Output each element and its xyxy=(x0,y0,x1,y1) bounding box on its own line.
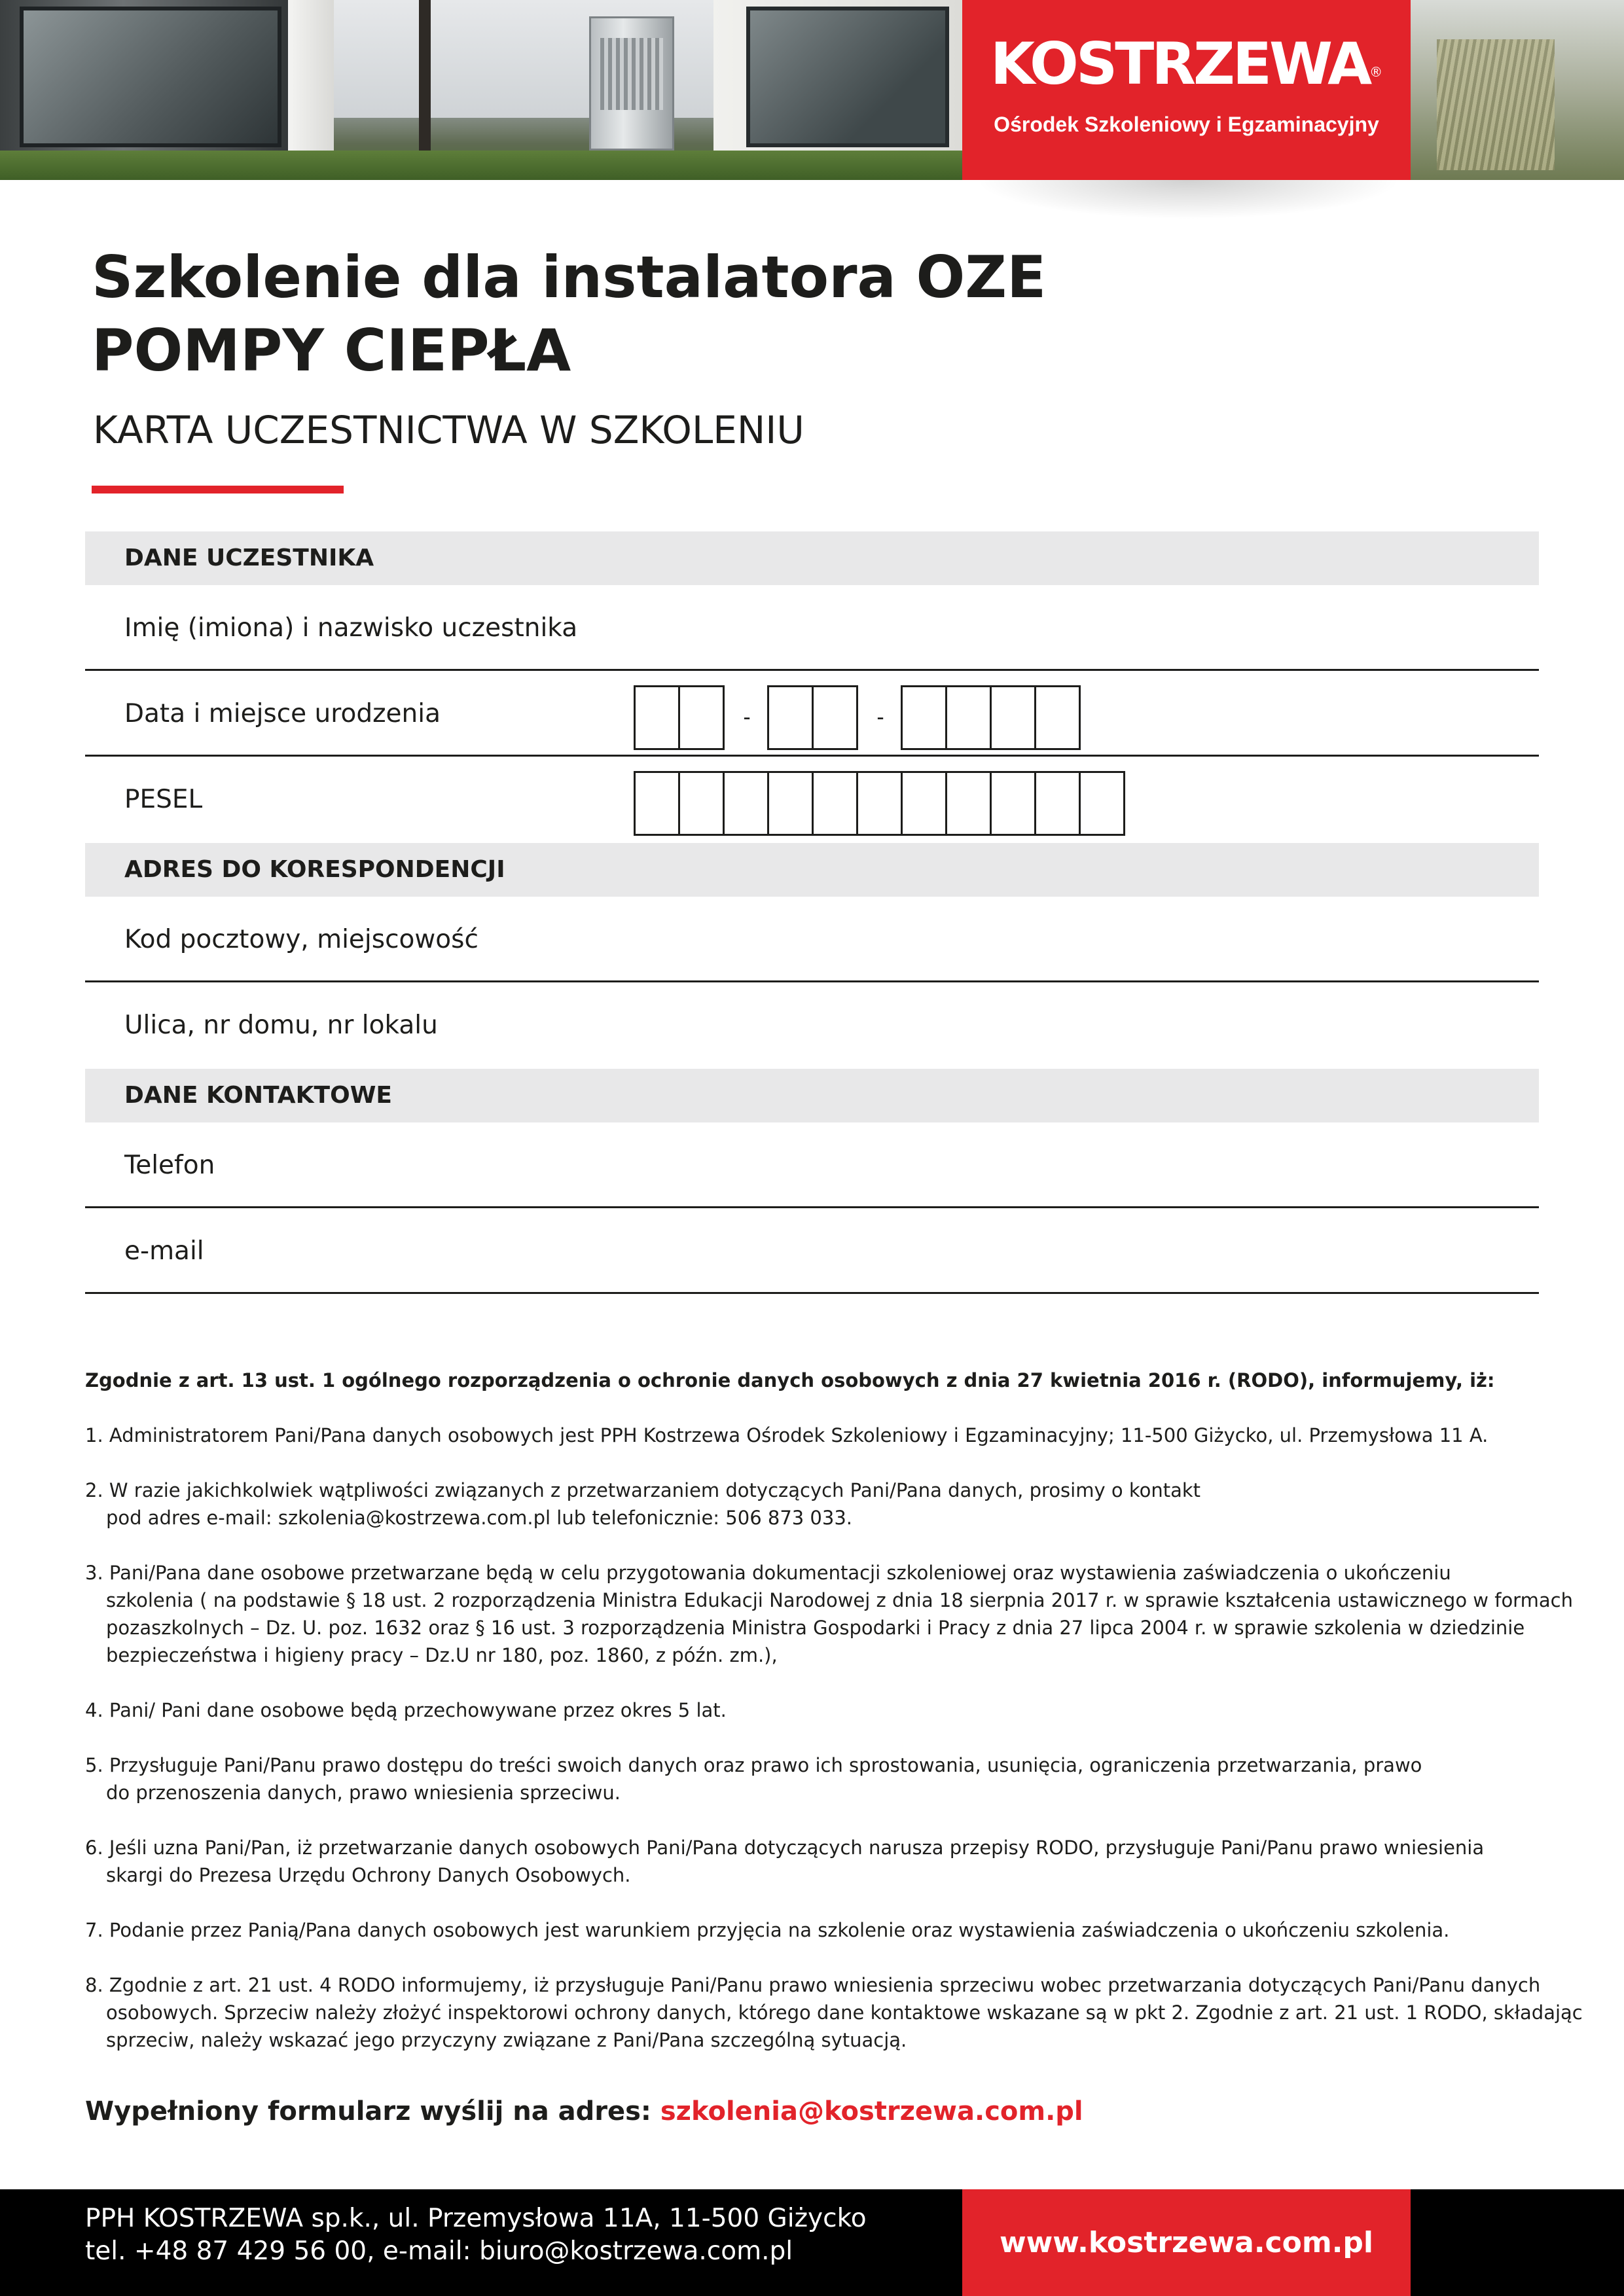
street-label: Ulica, nr domu, nr lokalu xyxy=(124,1011,438,1040)
postal-field[interactable] xyxy=(85,897,1539,982)
pesel-digit-box[interactable] xyxy=(634,771,680,836)
pesel-label: PESEL xyxy=(124,785,203,814)
section-contact: DANE KONTAKTOWE xyxy=(85,1069,1539,1122)
rodo-item-2: 2. W razie jakichkolwiek wątpliwości związanych z przetwarzaniem dotyczących Pani/Pana danych, prosimy o kontakt pod adres e-mail: szkolenia@kostrzewa.com.pl lub telefonicznie: 506 873 033. xyxy=(85,1479,1201,1529)
postal-label: Kod pocztowy, miejscowość xyxy=(124,925,478,954)
name-label: Imię (imiona) i nazwisko uczestnika xyxy=(124,613,578,643)
date-separator: - xyxy=(876,705,884,730)
section-participant: DANE UCZESTNIKA xyxy=(85,531,1539,585)
email-field[interactable] xyxy=(85,1208,1539,1294)
phone-field[interactable] xyxy=(85,1122,1539,1208)
year-digit-box[interactable] xyxy=(945,685,992,750)
pesel-boxes[interactable] xyxy=(634,771,1125,836)
day-digit-box[interactable] xyxy=(678,685,725,750)
heat-pump-unit-illustration xyxy=(589,16,674,151)
brand-logo-block xyxy=(962,0,1411,180)
brand-logo: KOSTRZEWA® xyxy=(990,30,1383,98)
month-digit-box[interactable] xyxy=(812,685,858,750)
footer xyxy=(0,2189,1624,2296)
phone-label: Telefon xyxy=(124,1151,215,1180)
footer-address-line-2: tel. +48 87 429 56 00, e-mail: biuro@kostrzewa.com.pl xyxy=(85,2236,793,2266)
footer-address-line-1: PPH KOSTRZEWA sp.k., ul. Przemysłowa 11A, 11-500 Giżycko xyxy=(85,2204,867,2233)
rodo-clause xyxy=(85,1367,1583,2081)
rodo-item-7: 7. Podanie przez Panią/Pana danych osobowych jest warunkiem przyjęcia na szkolenie oraz wystawienia zaświadczenia o ukończeniu szkolenia. xyxy=(85,1919,1450,1941)
year-digit-box[interactable] xyxy=(990,685,1036,750)
date-separator: - xyxy=(743,705,751,730)
rodo-item-8: 8. Zgodnie z art. 21 ust. 4 RODO informujemy, iż przysługuje Pani/Panu prawo wniesienia sprzeciwu wobec przetwarzania dotyczących Pani/Panu danych osobowych. Sprzeciw należy złożyć inspektorowi ochrony danych, którego dane kontaktowe wskazane są w pkt 2. Zgodnie z art. 21 ust. 1 RODO, składając sprzeciw, należy wskazać jego przyczyny związane z Pani/Pana szczególną sytuacją. xyxy=(85,1974,1583,2051)
send-label: Wypełniony formularz wyślij na adres: xyxy=(85,2096,660,2126)
pesel-digit-box[interactable] xyxy=(990,771,1036,836)
rodo-item-5: 5. Przysługuje Pani/Panu prawo dostępu do treści swoich danych oraz prawo ich sprostowania, usunięcia, ograniczenia przetwarzania, prawo do przenoszenia danych, prawo wniesienia sprzeciwu. xyxy=(85,1754,1422,1804)
pesel-digit-box[interactable] xyxy=(767,771,814,836)
footer-website-block xyxy=(962,2189,1411,2296)
pesel-digit-box[interactable] xyxy=(856,771,903,836)
day-digit-box[interactable] xyxy=(634,685,680,750)
birth-field[interactable] xyxy=(85,671,1539,757)
send-instruction xyxy=(85,2093,1083,2130)
rodo-item-1: 1. Administratorem Pani/Pana danych osobowych jest PPH Kostrzewa Ośrodek Szkoleniowy i Egzaminacyjny; 11-500 Giżycko, ul. Przemysłowa 11 A. xyxy=(85,1424,1489,1446)
pesel-digit-box[interactable] xyxy=(1034,771,1081,836)
page-subtitle: KARTA UCZESTNICTWA W SZKOLENIU xyxy=(93,408,804,452)
birth-date-boxes[interactable] xyxy=(634,685,1081,750)
send-email-link[interactable]: szkolenia@kostrzewa.com.pl xyxy=(660,2096,1083,2126)
name-field[interactable] xyxy=(85,585,1539,671)
pesel-digit-box[interactable] xyxy=(723,771,769,836)
footer-address xyxy=(85,2202,867,2268)
rodo-item-6: 6. Jeśli uzna Pani/Pan, iż przetwarzanie danych osobowych Pani/Pana dotyczących narusza przepisy RODO, przysługuje Pani/Panu prawo wniesienia skargi do Prezesa Urzędu Ochrony Danych Osobowych. xyxy=(85,1837,1485,1886)
section-address: ADRES DO KORESPONDENCJI xyxy=(85,843,1539,897)
accent-divider xyxy=(92,486,344,493)
pesel-digit-box[interactable] xyxy=(678,771,725,836)
email-label: e-mail xyxy=(124,1236,204,1266)
birth-label: Data i miejsce urodzenia xyxy=(124,699,441,728)
pesel-field[interactable] xyxy=(85,757,1539,842)
page-title xyxy=(92,241,1204,387)
month-digit-box[interactable] xyxy=(767,685,814,750)
pesel-digit-box[interactable] xyxy=(945,771,992,836)
title-line-1: Szkolenie dla instalatora OZE xyxy=(92,243,1047,311)
rodo-item-3: 3. Pani/Pana dane osobowe przetwarzane będą w celu przygotowania dokumentacji szkoleniowej oraz wystawienia zaświadczenia o ukończeniu szkolenia ( na podstawie § 18 ust. 2 rozporządzenia Ministra Edukacji Narodowej z dnia 18 sierpnia 2017 r. w sprawie kształcenia ustawicznego w formach pozaszkolnych – Dz. U. poz. 1632 oraz § 16 ust. 3 rozporządzenia Ministra Gospodarki i Pracy z dnia 27 lipca 2004 r. w sprawie szkolenia w dziedzinie bezpieczeństwa i higieny pracy – Dz.U nr 180, poz. 1860, z późn. zm.), xyxy=(85,1562,1573,1666)
pesel-digit-box[interactable] xyxy=(901,771,947,836)
street-field[interactable] xyxy=(85,982,1539,1068)
rodo-item-4: 4. Pani/ Pani dane osobowe będą przechowywane przez okres 5 lat. xyxy=(85,1699,727,1721)
title-line-2: POMPY CIEPŁA xyxy=(92,317,571,384)
rodo-intro: Zgodnie z art. 13 ust. 1 ogólnego rozporządzenia o ochronie danych osobowych z dnia 27 kwietnia 2016 r. (RODO), informujemy, iż: xyxy=(85,1369,1495,1391)
pesel-digit-box[interactable] xyxy=(1079,771,1125,836)
website-link[interactable]: www.kostrzewa.com.pl xyxy=(999,2226,1374,2259)
brand-subtitle: Ośrodek Szkoleniowy i Egzaminacyjny xyxy=(994,113,1379,136)
year-digit-box[interactable] xyxy=(901,685,947,750)
year-digit-box[interactable] xyxy=(1034,685,1081,750)
pesel-digit-box[interactable] xyxy=(812,771,858,836)
